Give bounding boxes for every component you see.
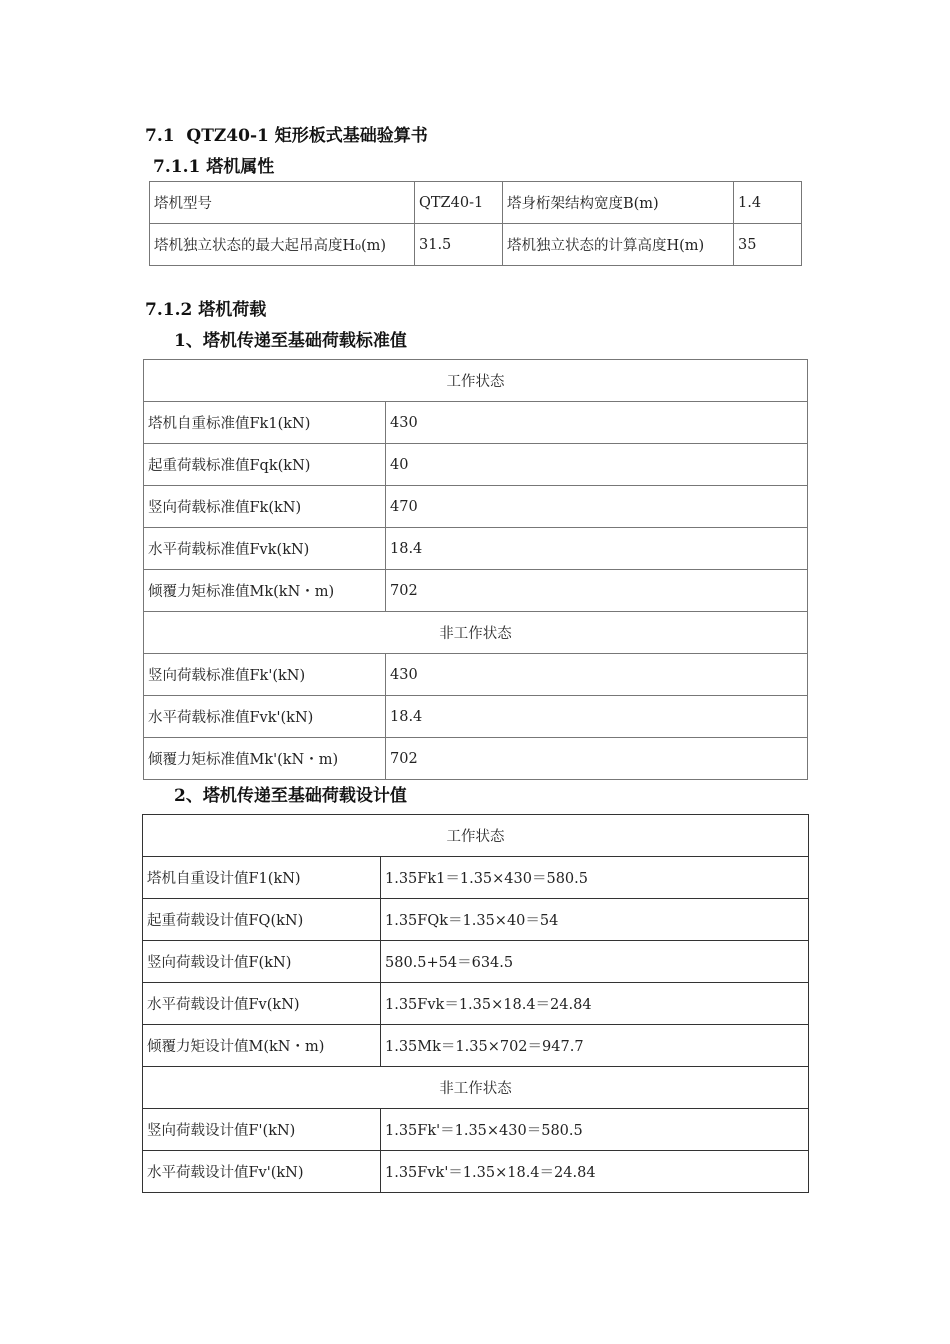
working-state-header: 工作状态: [143, 815, 809, 857]
table-row: [144, 654, 808, 696]
load-standard-table: [143, 359, 808, 780]
table-cell: 702: [386, 570, 808, 612]
table-row: [144, 696, 808, 738]
table-cell: 水平荷载标准值Fvk'(kN): [144, 696, 386, 738]
table-cell: 430: [386, 402, 808, 444]
table-cell: 430: [386, 654, 808, 696]
table-cell: 1.4: [734, 182, 802, 224]
table-cell: 塔机自重标准值Fk1(kN): [144, 402, 386, 444]
table-cell: 18.4: [386, 696, 808, 738]
table-cell: 塔身桁架结构宽度B(m): [503, 182, 734, 224]
table-cell: 1.35Fvk＝1.35×18.4＝24.84: [381, 983, 809, 1025]
table-cell: 水平荷载设计值Fv'(kN): [143, 1151, 381, 1193]
working-state-header: 工作状态: [144, 360, 808, 402]
table-cell: 竖向荷载标准值Fk(kN): [144, 486, 386, 528]
table-row: [143, 1067, 809, 1109]
table-row: [144, 570, 808, 612]
table-row: [144, 360, 808, 402]
table-cell: 竖向荷载标准值Fk'(kN): [144, 654, 386, 696]
table-cell: 702: [386, 738, 808, 780]
table-row: [144, 444, 808, 486]
table-cell: 35: [734, 224, 802, 266]
table-cell: 1.35Fvk'＝1.35×18.4＝24.84: [381, 1151, 809, 1193]
table-cell: 塔机独立状态的计算高度H(m): [503, 224, 734, 266]
table-cell: 起重荷载设计值FQ(kN): [143, 899, 381, 941]
table-row: [144, 738, 808, 780]
table-cell: 竖向荷载设计值F'(kN): [143, 1109, 381, 1151]
table-row: [143, 941, 809, 983]
table-row: [143, 899, 809, 941]
table-cell: 倾覆力矩标准值Mk'(kN・m): [144, 738, 386, 780]
table-cell: 31.5: [415, 224, 503, 266]
table-cell: 水平荷载标准值Fvk(kN): [144, 528, 386, 570]
table-cell: QTZ40-1: [415, 182, 503, 224]
subsection-title-712: 7.1.2 塔机荷载: [145, 300, 267, 320]
table-cell: 塔机型号: [150, 182, 415, 224]
load-design-table: [142, 814, 809, 1193]
table-row: [143, 983, 809, 1025]
table-cell: 18.4: [386, 528, 808, 570]
table-cell: 竖向荷载设计值F(kN): [143, 941, 381, 983]
section-title: 7.1 QTZ40-1 矩形板式基础验算书: [145, 126, 428, 146]
table-cell: 470: [386, 486, 808, 528]
tower-crane-attributes-table: [149, 181, 802, 266]
table-row: [150, 182, 802, 224]
table-row: [144, 612, 808, 654]
table-cell: 起重荷载标准值Fqk(kN): [144, 444, 386, 486]
table-row: [143, 857, 809, 899]
table-row: [143, 1025, 809, 1067]
table-row: [144, 486, 808, 528]
nonworking-state-header: 非工作状态: [143, 1067, 809, 1109]
load-standard-title: 1、塔机传递至基础荷载标准值: [174, 331, 407, 351]
table-cell: 40: [386, 444, 808, 486]
load-design-title: 2、塔机传递至基础荷载设计值: [174, 786, 407, 806]
table-cell: 塔机自重设计值F1(kN): [143, 857, 381, 899]
table-row: [143, 1109, 809, 1151]
table-cell: 1.35Fk'＝1.35×430＝580.5: [381, 1109, 809, 1151]
subsection-title-711: 7.1.1 塔机属性: [153, 157, 275, 177]
nonworking-state-header: 非工作状态: [144, 612, 808, 654]
table-cell: 1.35FQk＝1.35×40＝54: [381, 899, 809, 941]
table-row: [150, 224, 802, 266]
table-cell: 倾覆力矩标准值Mk(kN・m): [144, 570, 386, 612]
table-cell: 倾覆力矩设计值M(kN・m): [143, 1025, 381, 1067]
table-row: [143, 815, 809, 857]
table-cell: 580.5+54＝634.5: [381, 941, 809, 983]
table-row: [144, 528, 808, 570]
table-cell: 1.35Mk＝1.35×702＝947.7: [381, 1025, 809, 1067]
table-row: [144, 402, 808, 444]
table-row: [143, 1151, 809, 1193]
table-cell: 塔机独立状态的最大起吊高度H₀(m): [150, 224, 415, 266]
table-cell: 水平荷载设计值Fv(kN): [143, 983, 381, 1025]
table-cell: 1.35Fk1＝1.35×430＝580.5: [381, 857, 809, 899]
